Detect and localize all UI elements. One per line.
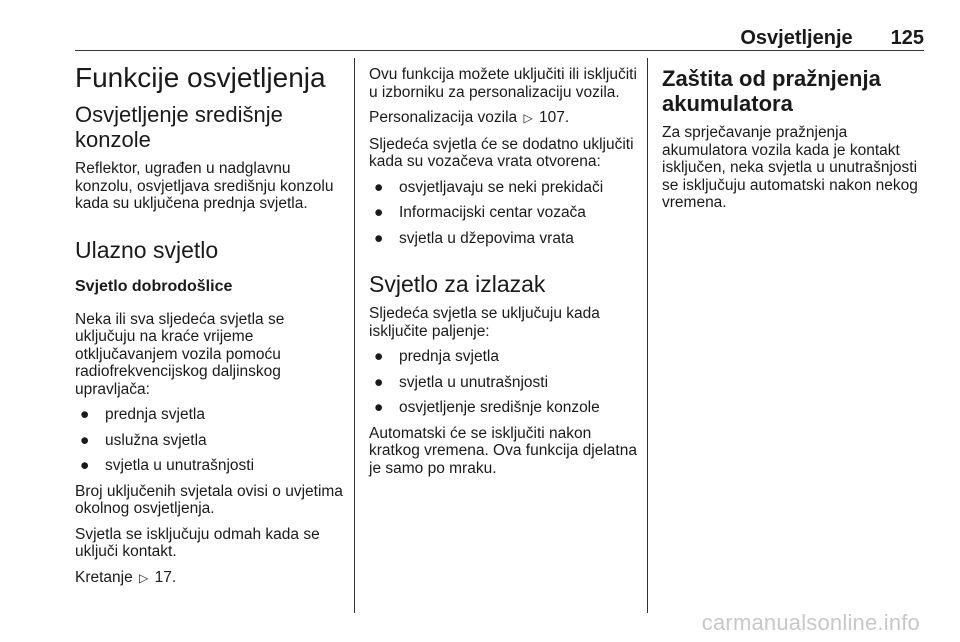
list-item: ● svjetla u unutrašnjosti [369,374,637,392]
bullet-icon: ● [374,373,384,391]
page-number: 125 [890,27,924,49]
lights-off-text: Svjetla se isključuju odmah kada se uključi kontakt. [75,525,320,560]
bullet-icon: ● [374,178,384,196]
cross-reference[interactable]: Personalizacija vozila ▷ 107. [369,109,570,126]
door-open-text: Sljedeća svjetla će se dodatno uključiti kada su vozačeva vrata otvorena: [369,135,634,170]
section-heading-entry-light: Ulazno svjetlo [75,236,219,263]
lights-count-text: Broj uključenih svjetala ovisi o uvjetima okolnog osvjetljenja. [75,482,343,517]
section-heading-console-light: Osvjetljenje središnje konzole [75,102,283,152]
list-item: ● prednja svjetla [75,406,343,424]
bullet-icon: ● [374,229,384,247]
bullet-icon: ● [374,204,384,221]
bullet-icon: ● [80,457,90,474]
list-item: ● osvjetljenje središnje konzole [369,399,637,417]
list-item: ● svjetla u džepovima vrata [369,230,637,248]
list-item: ● prednja svjetla [369,348,637,366]
exit-light-intro: Sljedeća svjetla se uključuju kada isključite paljenje: [369,305,600,340]
watermark: carmanualsonline.info [701,610,920,635]
column-divider [647,58,648,613]
section-heading-exit-light: Svjetlo za izlazak [369,271,546,297]
personalization-text: Ovu funkcija možete uključiti ili isključiti u izborniku za personalizaciju vozila. [369,66,637,101]
cross-reference[interactable]: Kretanje ▷ 17. [75,568,177,586]
running-head [740,27,924,50]
list-item: ● svjetla u unutrašnjosti [75,457,343,475]
battery-protection-text: Za sprječavanje pražnjenja akumulatora vozila kada je kontakt isključen, neka svjetla u unutrašnjosti se isključuju automatski nakon nekog vremena. [662,124,918,211]
bullet-icon: ● [80,431,90,449]
auto-off-text: Automatski će se isključiti nakon kratkog vremena. Ova funkcija djelatna je samo po mraku. [369,424,637,477]
header-rule [75,50,924,51]
list-item: ● uslužna svjetla [75,432,343,450]
bullet-icon: ● [374,348,384,365]
door-open-list [369,179,637,248]
reference-arrow-icon: ▷ [139,570,149,585]
column-divider [354,58,355,613]
bullet-icon: ● [80,406,90,423]
console-light-text: Reflektor, ugrađen u nadglavnu konzolu, osvjetljava središnju konzolu kada su uključena prednja svjetla. [75,160,334,212]
reference-arrow-icon: ▷ [523,111,533,125]
welcome-light-intro: Neka ili sva sljedeća svjetla se uključuju na kraće vrijeme otključavanjem vozila pomoću radiofrekvencijskog daljinskog upravljača: [75,310,285,398]
main-heading: Funkcije osvjetljenja [75,62,326,93]
list-item: ● osvjetljavaju se neki prekidači [369,179,637,197]
column-2 [369,58,637,477]
welcome-light-list [75,406,343,475]
bullet-icon: ● [374,399,384,416]
running-head-title: Osvjetljenje [740,27,853,49]
section-heading-battery-protection: Zaštita od pražnjenja akumulatora [662,66,881,116]
list-item: ● Informacijski centar vozača [369,204,637,222]
column-3 [662,58,930,212]
exit-light-list [369,348,637,417]
subsection-heading-welcome-light: Svjetlo dobrodošlice [75,277,233,295]
column-1 [75,58,343,587]
